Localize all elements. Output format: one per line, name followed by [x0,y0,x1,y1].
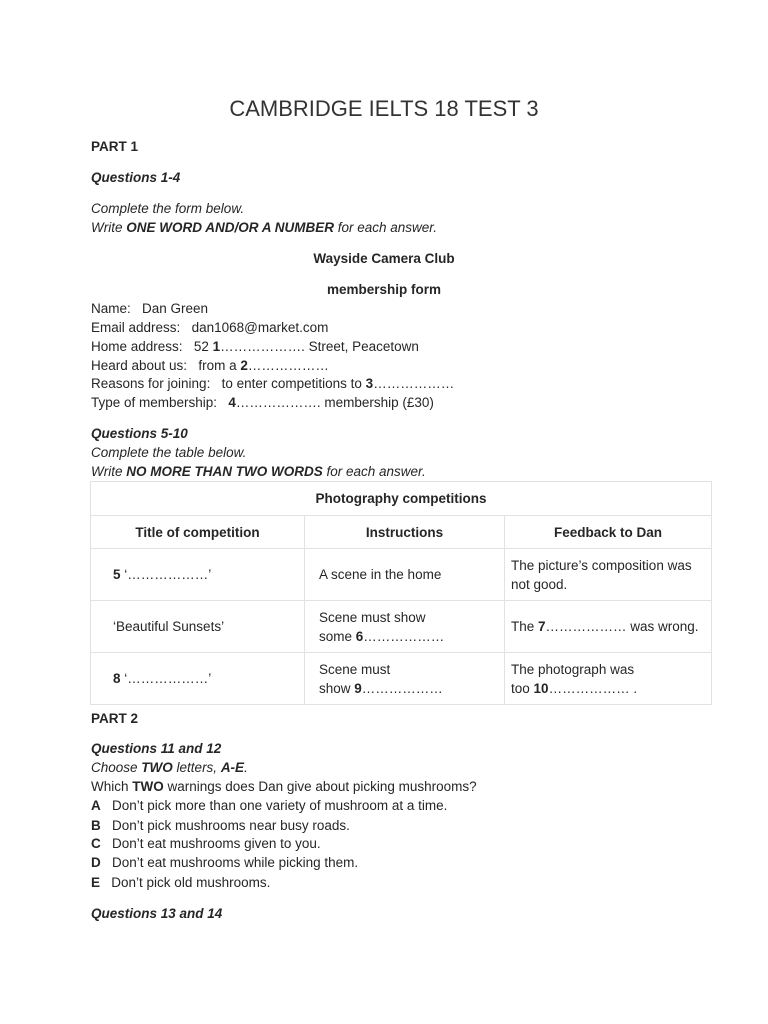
table-instruction: Complete the table below. [91,445,247,460]
form-instruction: Complete the form below. [91,201,245,216]
table-row [91,549,712,601]
form-subtitle: membership form [326,282,442,297]
table-row [91,601,712,653]
table-cell-feedback: The 7……………… was wrong. [505,601,712,653]
questions-5-10-heading: Questions 5-10 [91,426,188,441]
form-title: Wayside Camera Club [313,251,455,266]
form-field-membership: Type of membership: 4………………. membership (£30) [91,395,434,410]
option-b: B Don’t pick mushrooms near busy roads. [91,818,350,833]
part1-heading: PART 1 [91,139,139,154]
choose-instruction: Choose TWO letters, A-E. [91,760,248,775]
table-cell-feedback: The photograph was too 10……………… . [505,653,712,705]
table-caption-row [91,482,712,516]
competitions-table [90,481,712,705]
part2-heading: PART 2 [91,711,139,726]
option-a: A Don’t pick more than one variety of mushroom at a time. [91,798,448,813]
option-c: C Don’t eat mushrooms given to you. [91,836,321,851]
questions-13-14-heading: Questions 13 and 14 [91,906,223,921]
header-title: Title of competition [91,516,305,549]
table-caption: Photography competitions [91,482,712,516]
form-field-home-address: Home address: 52 1………………. Street, Peacetown [91,339,419,354]
option-d: D Don’t eat mushrooms while picking them. [91,855,359,870]
table-cell-instructions: A scene in the home [305,549,505,601]
table-cell-title: 5 ‘………………’ [91,549,305,601]
header-feedback: Feedback to Dan [505,516,712,549]
form-field-email: Email address: dan1068@market.com [91,320,329,335]
table-header-row [91,516,712,549]
questions-1-4-heading: Questions 1-4 [91,170,181,185]
form-field-name: Name: Dan Green [91,301,209,316]
table-cell-title: ‘Beautiful Sunsets’ [91,601,305,653]
option-e: E Don’t pick old mushrooms. [91,875,271,890]
table-cell-feedback: The picture’s composition was not good. [505,549,712,601]
page-title: CAMBRIDGE IELTS 18 TEST 3 [229,96,539,121]
table-cell-instructions: Scene must show some 6……………… [305,601,505,653]
question-text: Which TWO warnings does Dan give about picking mushrooms? [91,779,477,794]
form-field-heard-about: Heard about us: from a 2……………… [91,358,329,373]
table-row [91,653,712,705]
table-cell-title: 8 ‘………………’ [91,653,305,705]
table-cell-instructions: Scene must show 9……………… [305,653,505,705]
header-instructions: Instructions [305,516,505,549]
questions-11-12-heading: Questions 11 and 12 [91,741,222,756]
table-word-limit: Write NO MORE THAN TWO WORDS for each answer. [91,464,426,479]
form-word-limit: Write ONE WORD AND/OR A NUMBER for each answer. [91,220,438,235]
form-field-reasons: Reasons for joining: to enter competitions to 3……………… [91,376,455,391]
